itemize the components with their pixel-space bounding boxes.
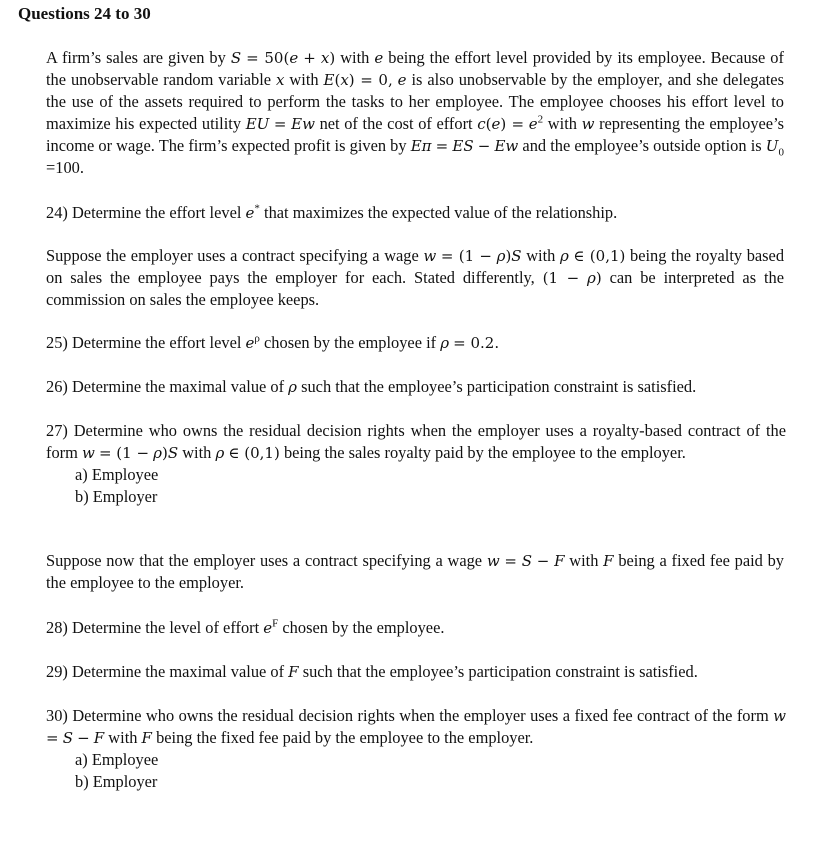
- question-text: Determine who owns the residual decision rights when the employer uses a royalty-based contract of the form: [46, 421, 786, 462]
- math-symbol: Eπ: [410, 137, 432, 155]
- math-subscript: 0: [778, 146, 784, 159]
- math-symbol: c: [477, 115, 486, 133]
- math-symbol: ) = 0,: [348, 71, 393, 89]
- math-symbol: ρ: [440, 334, 450, 352]
- question-text: Determine the maximal value of: [71, 377, 285, 396]
- intro-text: with: [340, 48, 370, 67]
- question-text: Determine the maximal value of: [71, 662, 285, 681]
- intro-paragraph: [46, 47, 784, 179]
- intro-text: representing the employee’s income or wage. The firm’s expected profit is given by: [46, 114, 784, 155]
- question-text: with: [182, 443, 212, 462]
- question-text: such that the employee’s participation constraint is satisfied.: [301, 377, 697, 396]
- option-b-employer[interactable]: b) Employer: [75, 487, 158, 506]
- question-text: chosen by the employee.: [282, 618, 445, 637]
- question-text: that maximizes the expected value of the relationship.: [264, 203, 618, 222]
- math-symbol: S: [511, 247, 522, 265]
- option-b-employer[interactable]: b) Employer: [75, 772, 158, 791]
- math-symbol: e: [397, 71, 407, 89]
- math-symbol: F: [288, 663, 299, 681]
- math-symbol: x: [320, 49, 330, 67]
- math-symbol: e: [245, 204, 255, 222]
- math-symbol: ρ: [153, 444, 162, 462]
- paragraph-text: with: [569, 551, 599, 570]
- math-symbol: ∈ (0,1): [573, 247, 626, 265]
- question-text: being the fixed fee paid by the employee to the employer.: [156, 728, 534, 747]
- math-symbol: S: [521, 552, 533, 570]
- question-text: Determine the effort level: [71, 203, 242, 222]
- math-exponent: *: [254, 202, 260, 215]
- question-number: 27): [46, 421, 68, 440]
- math-symbol: w: [81, 444, 95, 462]
- math-symbol: ρ: [288, 378, 297, 396]
- math-symbol: F: [93, 729, 105, 747]
- math-symbol: e: [245, 334, 255, 352]
- math-exponent: F: [272, 617, 279, 630]
- math-symbol: U: [765, 137, 779, 155]
- math-symbol: ρ: [496, 247, 506, 265]
- paragraph-text: Suppose now that the employer uses a contract specifying a wage: [46, 551, 483, 570]
- math-symbol: S: [62, 729, 73, 747]
- question-number: 30): [46, 706, 68, 725]
- question-number: 24): [46, 203, 68, 222]
- math-symbol: ): [161, 444, 168, 462]
- math-symbol: e: [528, 115, 538, 133]
- math-symbol: Ew: [494, 137, 519, 155]
- math-symbol: Ew: [291, 115, 315, 133]
- math-symbol: e: [289, 49, 299, 67]
- math-symbol: ρ: [215, 444, 225, 462]
- intro-text: being the effort level provided by its employee. Because of the unobservable random variable: [46, 48, 784, 89]
- question-text: Determine the effort level: [71, 333, 242, 352]
- intro-text: and the employee’s outside option is: [522, 136, 762, 155]
- section-title: Questions 24 to 30: [18, 4, 151, 23]
- paragraph-text: Suppose the employer uses a contract specifying a wage: [46, 246, 419, 265]
- math-symbol: ρ: [587, 269, 596, 287]
- math-symbol: ): [595, 269, 602, 287]
- math-symbol: ES: [452, 137, 474, 155]
- math-symbol: (: [485, 115, 492, 133]
- math-symbol: e: [491, 115, 501, 133]
- math-symbol: w: [581, 115, 595, 133]
- math-symbol: = (1 −: [98, 444, 150, 462]
- math-symbol: =: [435, 137, 449, 155]
- math-symbol: ∈ (0,1): [228, 444, 280, 462]
- paragraph-text: being the royalty based on sales the employee pays the employer for each. Stated differently,: [46, 246, 785, 287]
- question-30: [46, 705, 786, 793]
- question-number: 28): [46, 618, 68, 637]
- math-symbol: = 50(: [246, 49, 290, 67]
- math-symbol: e: [263, 619, 273, 637]
- question-number: 25): [46, 333, 68, 352]
- question-26: [46, 376, 786, 398]
- math-symbol: +: [303, 49, 316, 67]
- math-symbol: e: [374, 49, 384, 67]
- question-27: [46, 420, 786, 508]
- math-symbol: = 0.2.: [453, 334, 500, 352]
- royalty-paragraph: [46, 245, 784, 311]
- math-symbol: −: [77, 729, 90, 747]
- math-symbol: ): [505, 247, 512, 265]
- math-symbol: ρ: [559, 247, 569, 265]
- math-symbol: S: [167, 444, 179, 462]
- question-text: being the sales royalty paid by the employee to the employer.: [283, 443, 686, 462]
- paragraph-text: being a fixed fee paid by the employee to the employer.: [46, 551, 784, 592]
- paragraph-text: can be interpreted as the commission on sales the employee keeps.: [46, 268, 784, 309]
- math-symbol: F: [141, 729, 152, 747]
- fixed-fee-paragraph: [46, 550, 784, 594]
- intro-text: A firm’s sales are given by: [46, 48, 226, 67]
- math-symbol: F: [554, 552, 565, 570]
- question-text: such that the employee’s participation constraint is satisfied.: [302, 662, 698, 681]
- intro-text: with: [289, 70, 319, 89]
- math-symbol: F: [603, 552, 614, 570]
- math-symbol: ) =: [500, 115, 525, 133]
- intro-text: with: [547, 114, 577, 133]
- question-text: Determine the level of effort: [71, 618, 260, 637]
- intro-text: is also unobservable by the employer, and she delegates the use of the assets required to perform the tasks to her employee. The employee chooses his effort level to maximize his expected utility: [46, 70, 784, 133]
- math-symbol: −: [477, 137, 491, 155]
- intro-text: =100.: [46, 158, 84, 177]
- math-symbol: (: [334, 71, 341, 89]
- question-25: [46, 332, 786, 354]
- math-symbol: = (1 −: [440, 247, 492, 265]
- question-text: Determine who owns the residual decision rights when the employer uses a fixed fee contract of the form: [72, 706, 769, 725]
- math-symbol: ): [329, 49, 336, 67]
- math-exponent: 2: [537, 113, 544, 126]
- paragraph-text: with: [526, 246, 556, 265]
- option-a-employee[interactable]: a) Employee: [75, 750, 159, 769]
- question-text: chosen by the employee if: [264, 333, 437, 352]
- question-number: 29): [46, 662, 68, 681]
- math-symbol: −: [536, 552, 550, 570]
- math-symbol: =: [273, 115, 287, 133]
- math-symbol: E: [323, 71, 335, 89]
- math-symbol: =: [46, 729, 59, 747]
- math-exponent: ρ: [254, 332, 260, 345]
- math-symbol: x: [340, 71, 349, 89]
- question-29: [46, 661, 786, 683]
- math-symbol: w: [423, 247, 437, 265]
- option-a-employee[interactable]: a) Employee: [75, 465, 159, 484]
- question-28: [46, 617, 786, 639]
- math-symbol: S: [230, 49, 242, 67]
- math-symbol: x: [276, 71, 285, 89]
- math-symbol: EU: [245, 115, 270, 133]
- math-symbol: (1 −: [542, 269, 580, 287]
- math-symbol: =: [504, 552, 517, 570]
- question-24: [46, 202, 786, 224]
- question-text: with: [108, 728, 138, 747]
- intro-text: net of the cost of effort: [319, 114, 473, 133]
- question-number: 26): [46, 377, 68, 396]
- math-symbol: w: [486, 552, 500, 570]
- math-symbol: w: [773, 707, 786, 725]
